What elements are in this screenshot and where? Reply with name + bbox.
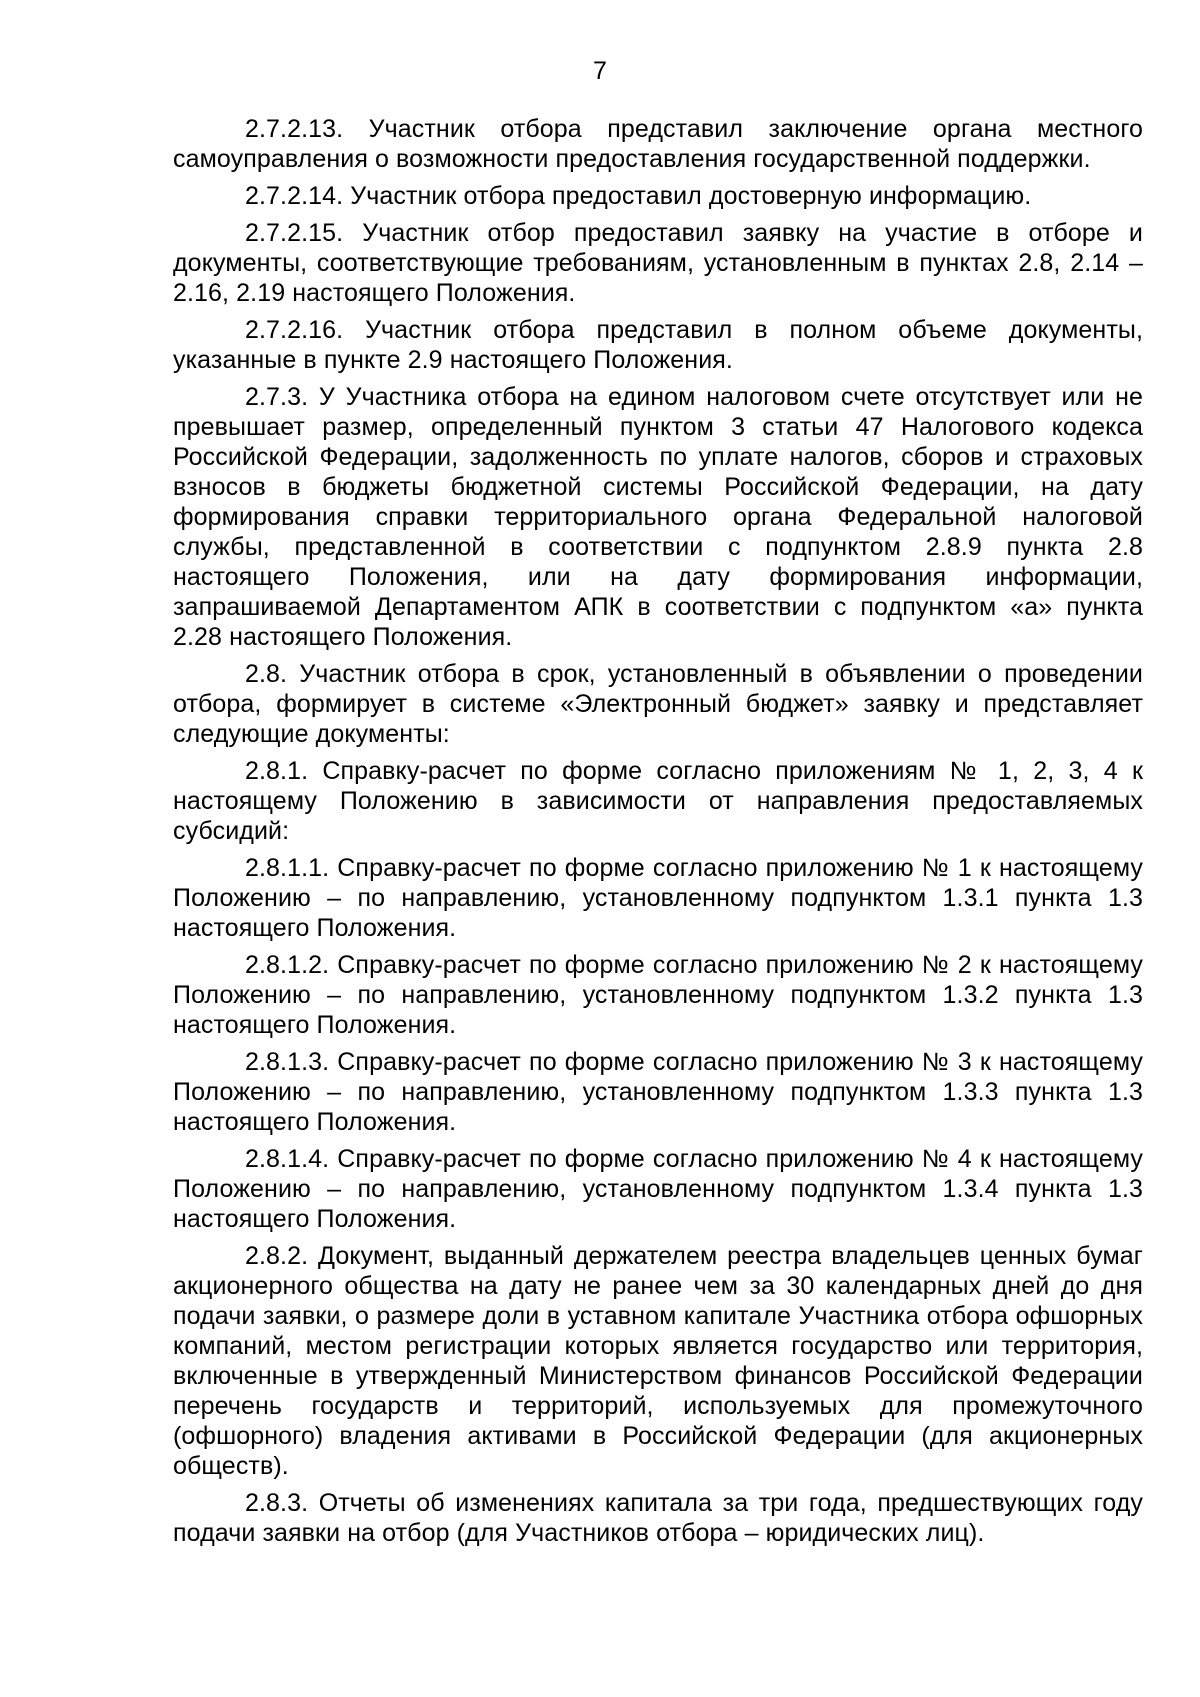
paragraph-2-8-1-4: 2.8.1.4. Справку-расчет по форме согласно приложению № 4 к настоящему Положению – по направлению, установленному подпунктом 1.3.4 пункта 1.3 настоящего Положения. xyxy=(173,1145,1143,1233)
paragraph-2-8-1-2: 2.8.1.2. Справку-расчет по форме согласно приложению № 2 к настоящему Положению – по направлению, установленному подпунктом 1.3.2 пункта 1.3 настоящего Положения. xyxy=(173,951,1143,1039)
paragraph-2-8-3: 2.8.3. Отчеты об изменениях капитала за три года, предшествующих году подачи заявки на отбор (для Участников отбора – юридических лиц). xyxy=(173,1489,1143,1547)
page-number: 7 xyxy=(593,57,607,85)
paragraph-2-8-1-3: 2.8.1.3. Справку-расчет по форме согласно приложению № 3 к настоящему Положению – по направлению, установленному подпунктом 1.3.3 пункта 1.3 настоящего Положения. xyxy=(173,1048,1143,1136)
paragraph-2-8-1-1: 2.8.1.1. Справку-расчет по форме согласно приложению № 1 к настоящему Положению – по направлению, установленному подпунктом 1.3.1 пункта 1.3 настоящего Положения. xyxy=(173,854,1143,942)
paragraph-2-8-1: 2.8.1. Справку-расчет по форме согласно приложениям № 1, 2, 3, 4 к настоящему Положению в зависимости от направления предоставляемых субсидий: xyxy=(173,757,1143,845)
paragraph-2-7-2-13: 2.7.2.13. Участник отбора представил заключение органа местного самоуправления о возможности предоставления государственной поддержки. xyxy=(173,115,1143,173)
paragraph-2-7-3: 2.7.3. У Участника отбора на едином налоговом счете отсутствует или не превышает размер, определенный пунктом 3 статьи 47 Налогового кодекса Российской Федерации, задолженность по уплате налогов, сборов и страховых взносов в бюджеты бюджетной системы Российской Федерации, на дату формирования справки территориального органа Федеральной налоговой службы, представленной в соответствии с подпунктом 2.8.9 пункта 2.8 настоящего Положения, или на дату формирования информации, запрашиваемой Департаментом АПК в соответствии с подпунктом «а» пункта 2.28 настоящего Положения. xyxy=(173,383,1143,651)
paragraph-2-8-2: 2.8.2. Документ, выданный держателем реестра владельцев ценных бумаг акционерного общества на дату не ранее чем за 30 календарных дней до дня подачи заявки, о размере доли в уставном капитале Участника отбора офшорных компаний, местом регистрации которых является государство или территория, включенные в утвержденный Министерством финансов Российской Федерации перечень государств и территорий, используемых для промежуточного (офшорного) владения активами в Российской Федерации (для акционерных обществ). xyxy=(173,1242,1143,1480)
paragraph-2-8: 2.8. Участник отбора в срок, установленный в объявлении о проведении отбора, формирует в системе «Электронный бюджет» заявку и представляет следующие документы: xyxy=(173,660,1143,748)
document-body xyxy=(173,114,1143,1555)
paragraph-2-7-2-15: 2.7.2.15. Участник отбор предоставил заявку на участие в отборе и документы, соответствующие требованиям, установленным в пунктах 2.8, 2.14 – 2.16, 2.19 настоящего Положения. xyxy=(173,219,1143,307)
paragraph-2-7-2-14: 2.7.2.14. Участник отбора предоставил достоверную информацию. xyxy=(245,182,1032,210)
paragraph-2-7-2-16: 2.7.2.16. Участник отбора представил в полном объеме документы, указанные в пункте 2.9 настоящего Положения. xyxy=(173,316,1143,374)
